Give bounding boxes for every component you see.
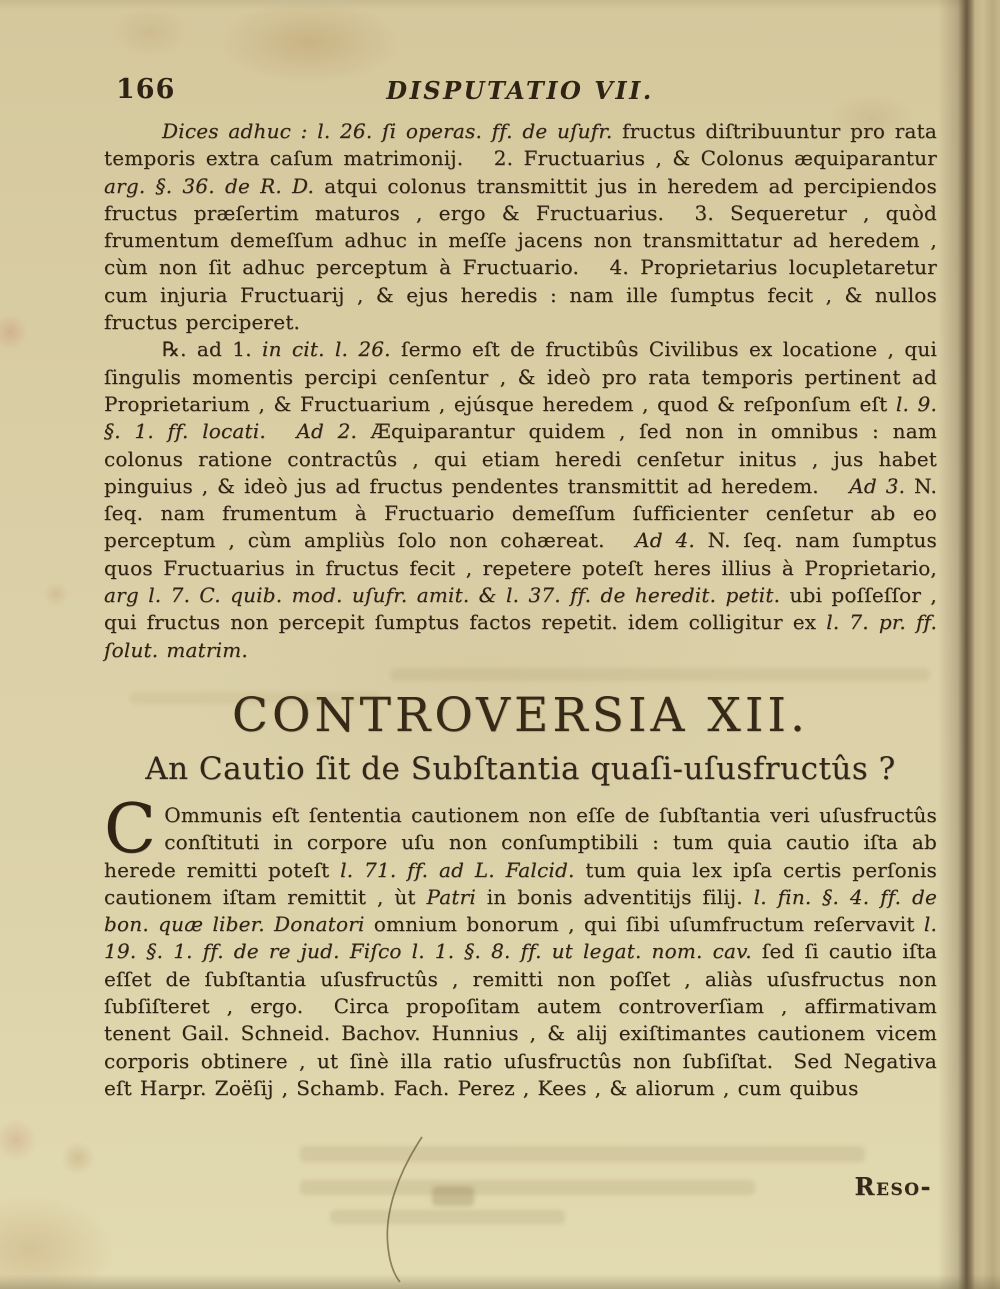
running-header: DISPUTATIO VII. (386, 76, 654, 105)
text-block (104, 118, 937, 1102)
ink-stroke-mark (360, 1125, 450, 1285)
paragraph-communis (104, 789, 937, 1102)
catchword: Reso- (854, 1172, 932, 1201)
page-edge-bottom (0, 1274, 1000, 1289)
paragraph-responses: ℞. ad 1. in cit. l. 26. ſermo eſt de fructibûs Civilibus ex locatione , qui ſingulis momentis percipi cenſentur , & ideò pro rata temporis pertinent ad Proprietarium , & Fructuarium , ejúsque heredem , quod & reſponſum eſt l. 9. §. 1. ff. locati. Ad 2. Æquiparantur quidem , ſed non in omnibus : nam colonus ratione contractûs , qui etiam heredi cenſetur initus , jus habet pinguius , & ideò jus ad fructus pendentes transmittit ad heredem. Ad 3. N. ſeq. nam frumentum à Fructuario demeſſum ſufficienter cenſetur ab eo perceptum , cùm ampliùs ſolo non cohæreat. Ad 4. N. ſeq. nam ſumptus quos Fructuarius in fructus fecit , repetere poteſt heres illius à Proprietario, arg l. 7. C. quib. mod. uſufr. amit. & l. 37. ff. de heredit. petit. ubi poſſeſſor , qui fructus non percepit ſumptus factos repetit. idem colligitur ex l. 7. pr. ff. ſolut. matrim. (104, 337, 938, 662)
page-edge-top (0, 0, 1000, 10)
section-heading: CONTROVERSIA XII. (232, 687, 809, 743)
ghost-text-line (130, 692, 380, 704)
paragraph-communis-text: Ommunis eſt ſententia cautionem non eſſe de ſubſtantia veri uſusfructûs conſtituti in corpore uſu non conſumptibili : tum quia cautio iſta ab herede remitti poteſt l. 71. ff. ad L. Falcid. tum quia lex ipſa certis perſonis cautionem iſtam remittit , ùt Patri in bonis adventitijs filij. l. fin. §. 4. ff. de bon. quæ liber. Donatori omnium bonorum , qui ſibi uſumfructum reſervavit l. 19. §. 1. ff. de re jud. Fiſco l. 1. §. 8. ff. ut legat. nom. cav. ſed ſi cautio iſta eſſet de ſubſtantia uſusfructûs , remitti non poſſet , aliàs uſusfructus non ſubſiſteret , ergo. Circa propoſitam autem controverſiam , affirmativam tenent Gail. Schneid. Bachov. Hunnius , & alij exiſtimantes cautionem vicem corporis obtinere , ut ſinè illa ratio uſusfructûs non ſubſiſtat. Sed Negativa eſt Harpr. Zoëſij , Schamb. Fach. Perez , Kees , & aliorum , cum quibus (104, 802, 937, 1100)
ghost-text-line (390, 668, 930, 681)
paragraph-objections: Dices adhuc : l. 26. ſi operas. ff. de uſufr. fructus diſtribuuntur pro rata temporis extra caſum matrimonij. 2. Fructuarius , & Colonus æquiparantur arg. §. 36. de R. D. atqui colonus transmittit jus in heredem ad percipiendos fructus præſertim maturos , ergo & Fructuarius. 3. Sequeretur , quòd frumentum demeſſum adhuc in meſſe jacens non transmittatur ad heredem , cùm non ſit adhuc perceptum à Fructuario. 4. Proprietarius locupletaretur cum injuria Fructuarij , & ejus heredis : nam ille ſumptus fecit , & nullos fructus perciperet. (104, 119, 937, 335)
page-edge-right (938, 0, 1000, 1289)
page-number: 166 (116, 74, 176, 105)
section-subtitle: An Cautio ſit de Subſtantia quaſi-uſusfructûs ? (145, 750, 896, 787)
drop-cap-initial: C (104, 789, 157, 869)
